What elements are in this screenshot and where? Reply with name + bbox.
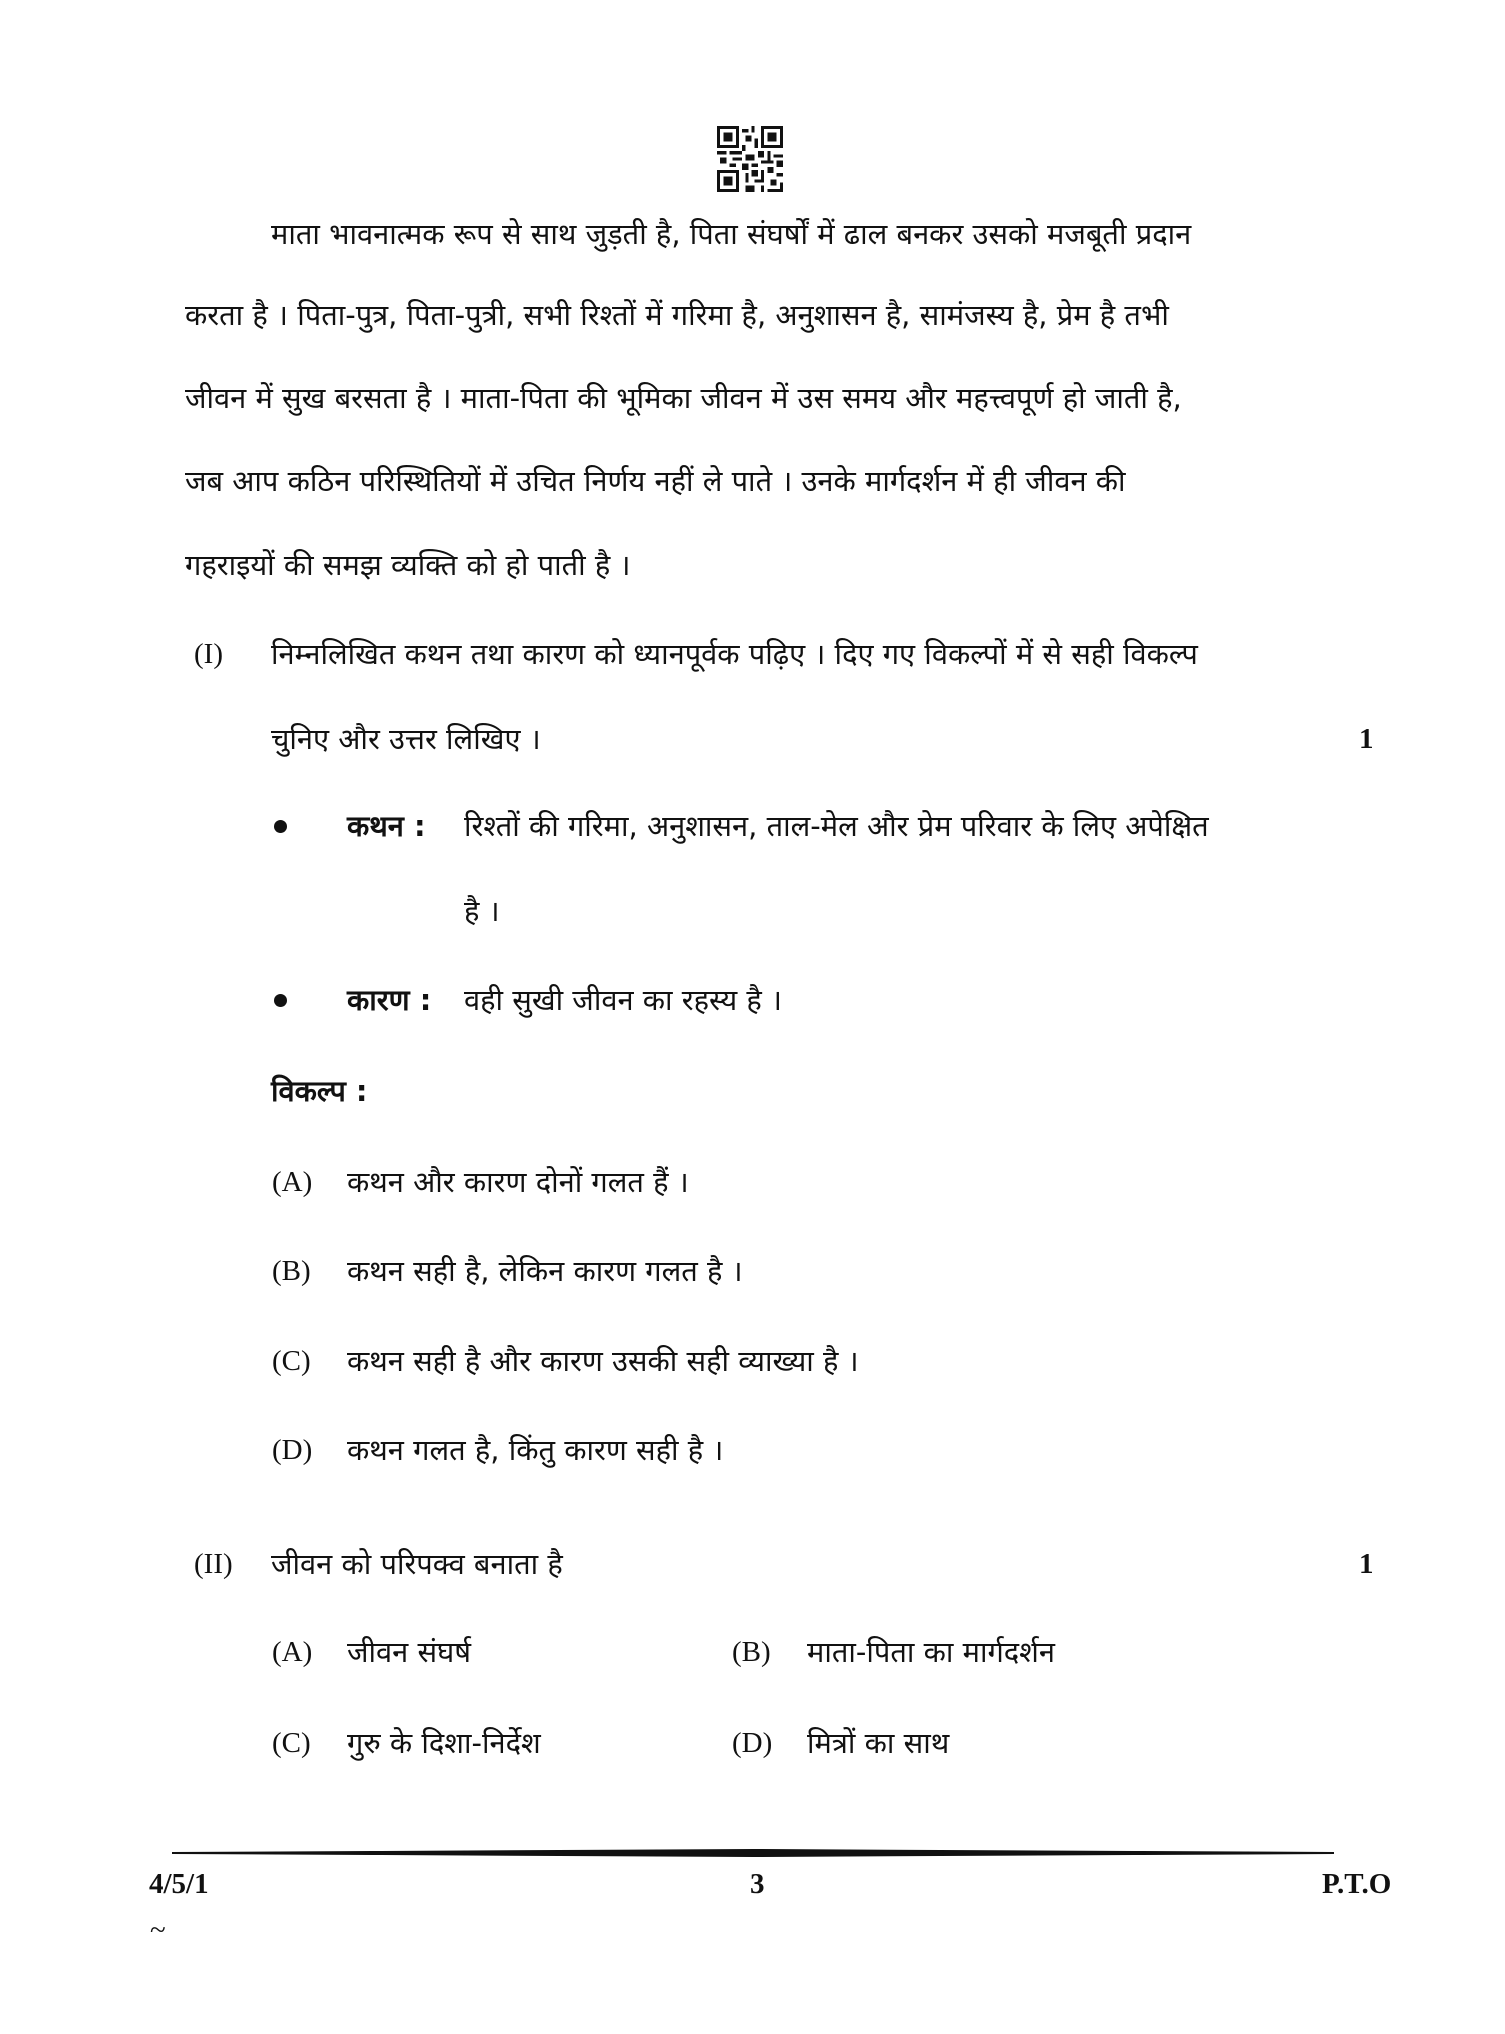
option-label: (B) (272, 1255, 311, 1287)
option-label: (C) (272, 1727, 311, 1759)
reason-text: वही सुखी जीवन का रहस्य है । (464, 983, 782, 1017)
option-text: जीवन संघर्ष (347, 1635, 471, 1669)
statement-label: कथन : (347, 809, 426, 843)
option-label: (D) (272, 1434, 313, 1466)
passage-line: गहराइयों की समझ व्यक्ति को हो पाती है । (185, 548, 631, 582)
option-label: (D) (732, 1727, 773, 1759)
tilde-mark: ~ (150, 1914, 166, 1946)
marks: 1 (1359, 723, 1374, 755)
option-text: मित्रों का साथ (807, 1726, 950, 1760)
question-number: (I) (194, 638, 223, 670)
question-text: चुनिए और उत्तर लिखिए । (271, 722, 541, 756)
pto-label: P.T.O (1322, 1868, 1392, 1900)
statement-text: है । (464, 894, 500, 928)
statement-text: रिश्तों की गरिमा, अनुशासन, ताल-मेल और प्रेम परिवार के लिए अपेक्षित (464, 809, 1209, 843)
paper-code: 4/5/1 (149, 1868, 209, 1900)
footer-divider (172, 1849, 1334, 1857)
option-label: (B) (732, 1636, 771, 1668)
option-text: कथन सही है और कारण उसकी सही व्याख्या है । (347, 1344, 859, 1378)
qr-code-icon (717, 126, 783, 192)
reason-label: कारण : (347, 983, 432, 1017)
option-label: (A) (272, 1636, 313, 1668)
passage-line: जब आप कठिन परिस्थितियों में उचित निर्णय नहीं ले पाते । उनके मार्गदर्शन में ही जीवन की (185, 464, 1126, 498)
option-text: कथन सही है, लेकिन कारण गलत है । (347, 1254, 743, 1288)
passage-line: करता है । पिता-पुत्र, पिता-पुत्री, सभी रिश्तों में गरिमा है, अनुशासन है, सामंजस्य है, प्रेम है तभी (185, 298, 1169, 332)
marks: 1 (1359, 1548, 1374, 1580)
question-number: (II) (194, 1548, 233, 1580)
question-text: निम्नलिखित कथन तथा कारण को ध्यानपूर्वक पढ़िए । दिए गए विकल्पों में से सही विकल्प (271, 637, 1198, 671)
options-heading: विकल्प : (271, 1074, 368, 1108)
bullet-icon (274, 994, 287, 1007)
page-number: 3 (750, 1868, 765, 1900)
passage-line: माता भावनात्मक रूप से साथ जुड़ती है, पिता संघर्षों में ढाल बनकर उसको मजबूती प्रदान (271, 217, 1192, 251)
option-text: माता-पिता का मार्गदर्शन (807, 1635, 1055, 1669)
option-text: कथन और कारण दोनों गलत हैं । (347, 1165, 689, 1199)
bullet-icon (274, 820, 287, 833)
option-label: (C) (272, 1345, 311, 1377)
question-text: जीवन को परिपक्व बनाता है (271, 1547, 563, 1581)
option-label: (A) (272, 1166, 313, 1198)
passage-line: जीवन में सुख बरसता है । माता-पिता की भूमिका जीवन में उस समय और महत्त्वपूर्ण हो जाती है, (185, 381, 1182, 415)
option-text: कथन गलत है, किंतु कारण सही है । (347, 1433, 724, 1467)
option-text: गुरु के दिशा-निर्देश (347, 1726, 541, 1760)
